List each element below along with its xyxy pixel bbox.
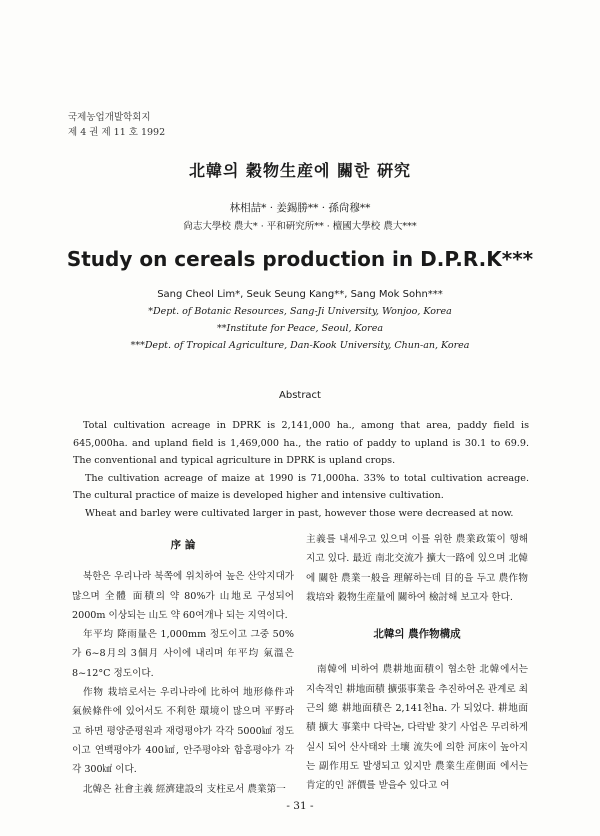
journal-name: 국제농업개발학회지 — [68, 112, 151, 123]
body-paragraph: 北韓은 社會主義 經濟建設의 支柱로서 農業第一 — [83, 783, 286, 795]
english-authors: Sang Cheol Lim*, Seuk Seung Kang**, Sang Mok Sohn*** — [157, 289, 443, 300]
body-paragraph-continued: 主義를 내세우고 있으며 이를 위한 農業政策이 행해지고 있다. 最近 南北交流가 擴大一路에 있으며 北韓에 關한 農業一般을 理解하는데 目的을 두고 農作物栽培와 穀物生産量에 關하여 檢討해 보고자 한다. — [306, 534, 528, 603]
body-paragraph: 年平均 降雨量은 1,000mm 정도이고 그중 50%가 6~8月의 3個月 사이에 내리며 年平均 氣溫은 8~12°C 정도이다. — [72, 629, 294, 679]
section-heading-crop-composition: 北韓의 農作物構成 — [373, 628, 461, 641]
abstract-paragraph: The cultivation acreage of maize at 1990 is 71,000ha. 33% to total cultivation acreage. The cultural practice of maize is developed higher and intensive cultivation. — [73, 472, 529, 501]
left-column — [72, 530, 294, 799]
journal-volume: 제 4 권 제 11 호 1992 — [68, 127, 166, 138]
korean-authors: 林相喆* · 姜錫勝** · 孫尙穆** — [229, 202, 371, 214]
body-paragraph: 南韓에 비하여 農耕地面積이 협소한 北韓에서는 지속적인 耕地面積 擴張事業을 추진하여온 관계로 최근의 總 耕地面積은 2,141천ha. 가 되었다. 耕地面積 擴大 事業中 다락논, 다락밭 찾기 사업은 무리하게 실시 되어 산사태와 土壤 流失에 의한 河床이 높아지는 副作用도 발생되고 있지만 農業生産側面 에서는 肯定的인 評價를 받을수 있다고 여 — [306, 664, 528, 792]
english-affiliation-1: *Dept. of Botanic Resources, Sang-Ji University, Wonjoo, Korea — [148, 306, 452, 317]
journal-header — [68, 110, 165, 140]
page-number: - 31 - — [286, 800, 314, 812]
abstract-paragraph: Total cultivation acreage in DPRK is 2,141,000 ha., among that area, paddy field is 645,000ha. and upland field is 1,469,000 ha., the ratio of paddy to upland is 30.1 to 69.9. The conventional and typical agriculture in DPRK is upland crops. — [73, 420, 529, 466]
abstract-heading: Abstract — [279, 390, 321, 401]
section-heading-introduction: 序 論 — [170, 539, 196, 551]
body-paragraph: 作物 栽培로서는 우리나라에 比하여 地形條件과 氣候條件에 있어서도 不利한 環境이 많으며 平野라고 하면 평양준평원과 재령평야가 각각 5000㎢ 정도이고 연백평야가 400㎢, 안주평야와 함흥평야가 각각 300㎢ 이다. — [72, 687, 294, 776]
right-column — [306, 530, 528, 796]
body-paragraph: 북한은 우리나라 북쪽에 위치하여 높은 산악지대가 많으며 全體 面積의 약 80%가 山地로 구성되어 2000m 이상되는 山도 약 60여개나 되는 지역이다. — [72, 571, 294, 621]
korean-affiliations: 尙志大學校 農大* · 平和硏究所** · 檀國大學校 農大*** — [183, 221, 417, 232]
english-affiliation-3: ***Dept. of Tropical Agriculture, Dan-Kook University, Chun-an, Korea — [130, 340, 470, 351]
english-title: Study on cereals production in D.P.R.K*** — [66, 247, 534, 271]
korean-title: 北韓의 穀物生産에 關한 硏究 — [188, 161, 412, 180]
abstract-body — [73, 417, 529, 522]
abstract-paragraph: Wheat and barley were cultivated larger in past, however those were decreased at now. — [85, 507, 514, 519]
english-affiliation-2: **Institute for Peace, Seoul, Korea — [217, 323, 383, 334]
